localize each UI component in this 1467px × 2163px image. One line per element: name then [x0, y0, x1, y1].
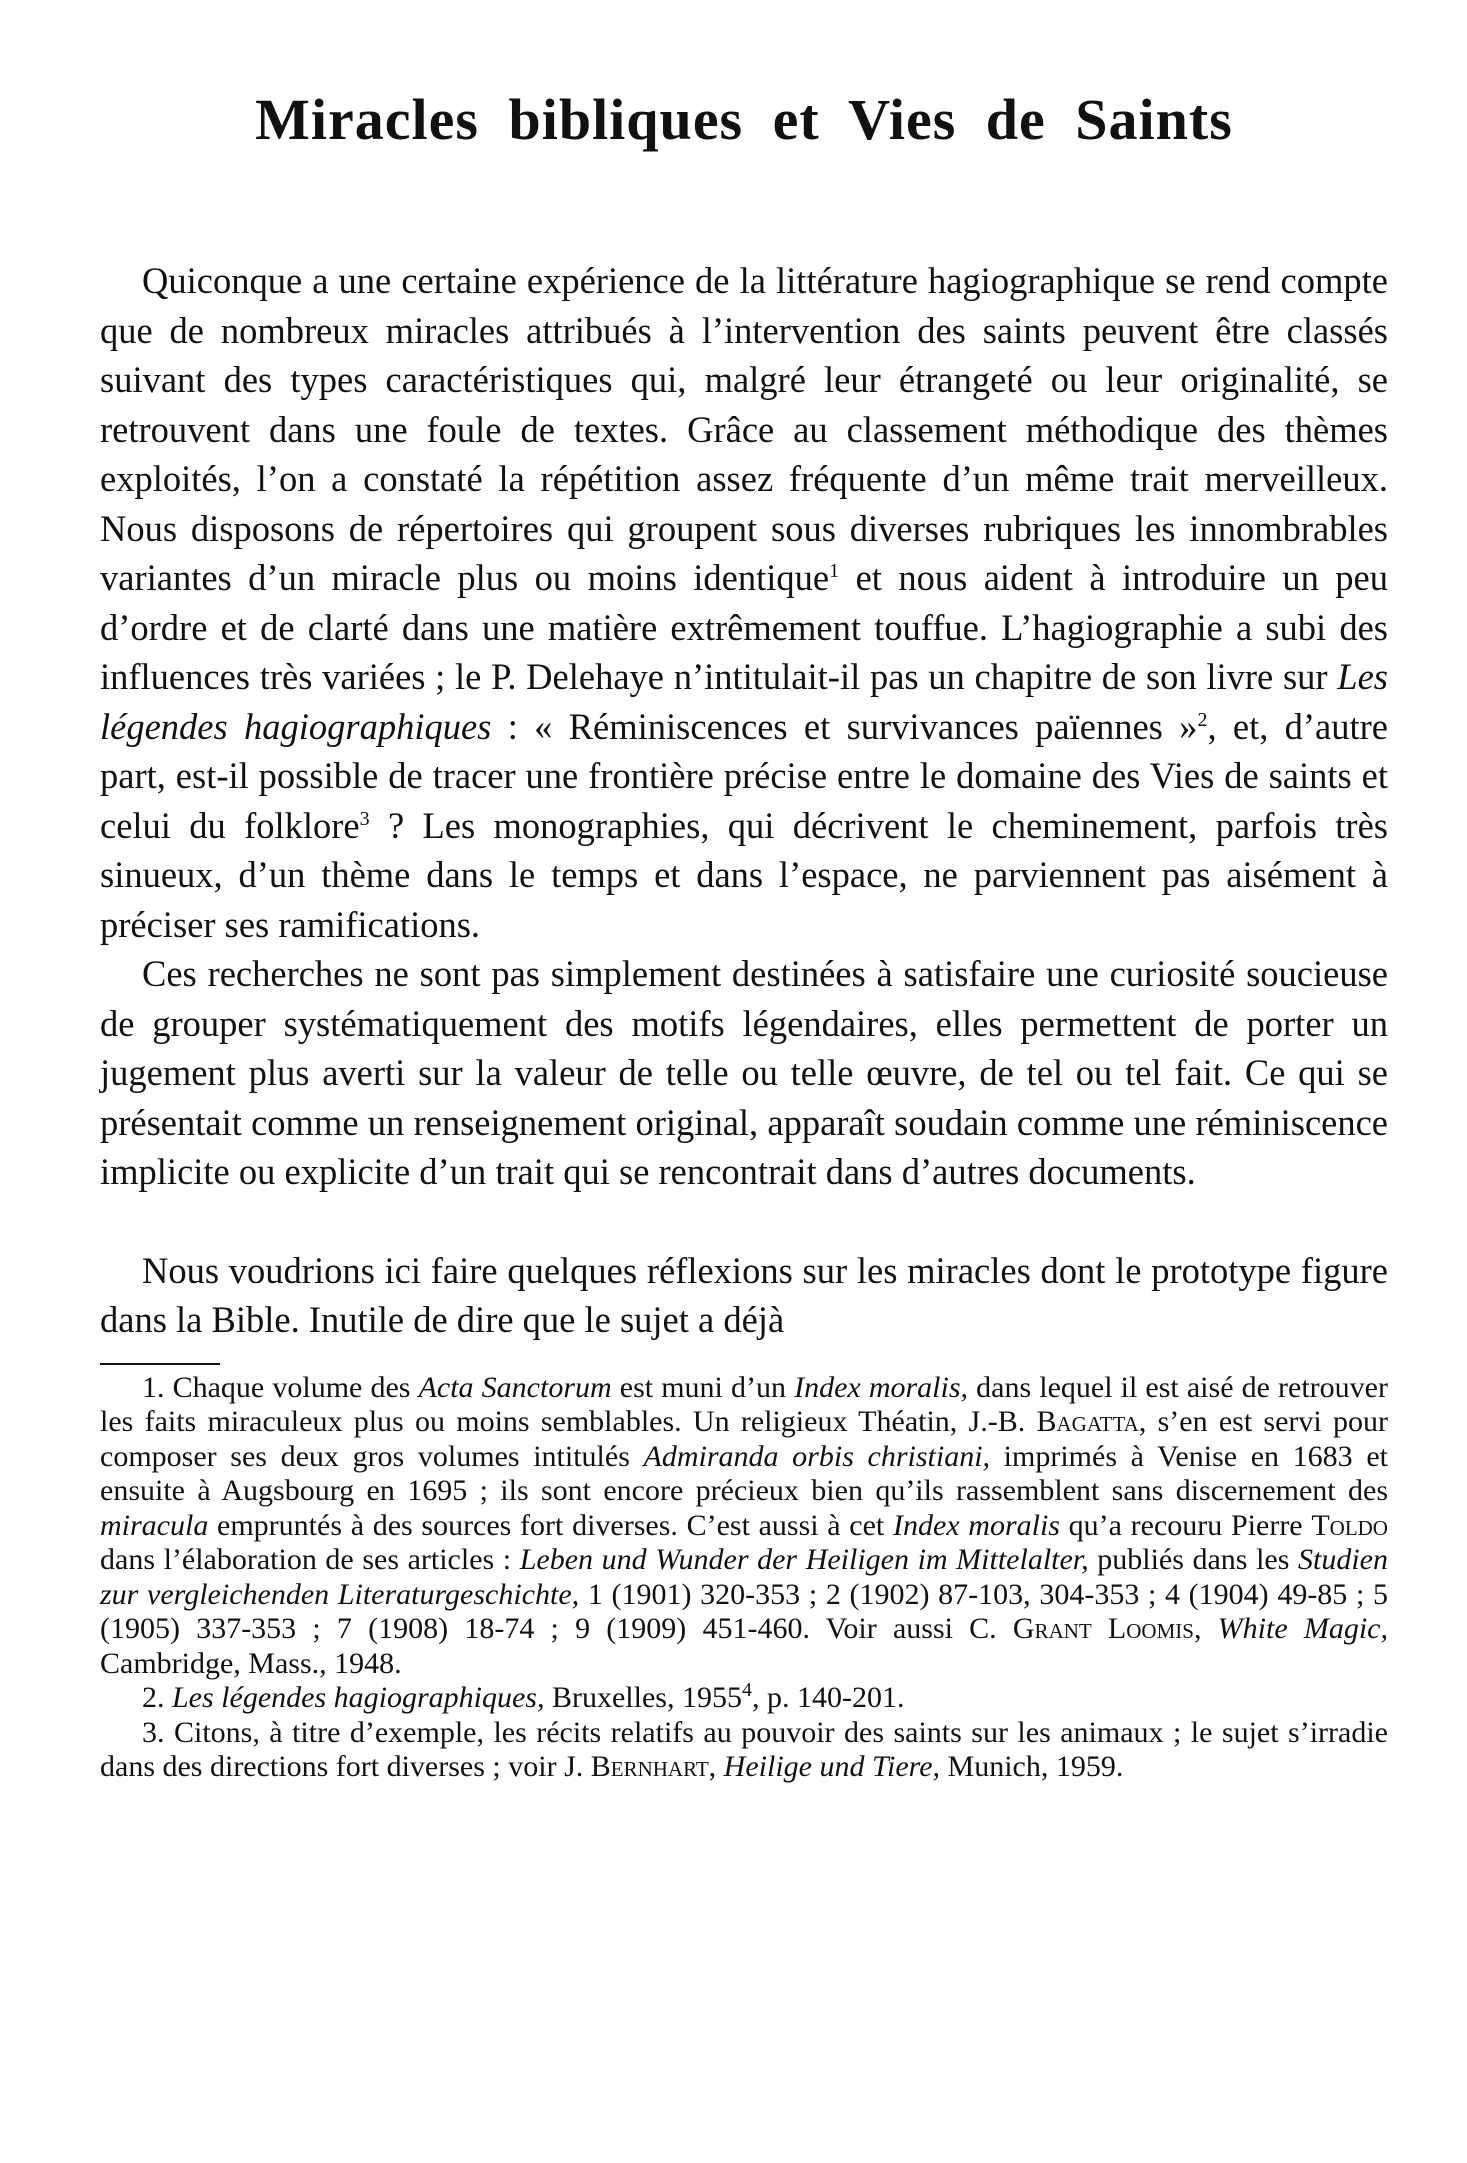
text-run: empruntés à des sources fort diverses. C’est aussi à cet — [208, 1508, 893, 1542]
page-title: Miracles bibliques et Vies de Saints — [255, 87, 1233, 152]
footnote-ref-1[interactable]: 1 — [829, 559, 840, 582]
footnote-rule — [100, 1363, 220, 1365]
paragraph-1 — [100, 256, 1388, 949]
author-name: Toldo — [1311, 1508, 1388, 1542]
text-run: , — [1193, 1612, 1218, 1645]
journal-title: Studien zur vergleichenden Literaturgeschichte, — [100, 1543, 1388, 1611]
text-run: et nous aident à introduire un peu d’ordre et de clarté dans une matière extrêmement touffue. L’hagiographie a subi des influences très variées ; le P. Delehaye n’intitulait-il pas un chapitre de son livre sur — [100, 557, 1389, 697]
text-run: 1 (1901) 320-353 ; 2 (1902) 87-103, 304-353 ; 4 (1904) 49-85 ; 5 (1905) 337-353 ; 7 (1908) 18-74 ; 9 (1909) 451-460. Voir aussi C. — [100, 1577, 1388, 1645]
author-name: Bagatta — [1036, 1405, 1139, 1438]
text-run: 2. — [142, 1681, 172, 1714]
author-name: Bernhart — [590, 1750, 709, 1783]
text-run: 3. Citons, à titre d’exemple, les récits relatifs au pouvoir des saints sur les animaux ; le sujet s’irradie dans des directions fort diverses ; voir J. — [100, 1715, 1388, 1783]
article-body — [100, 256, 1388, 1345]
text-run: , — [708, 1750, 724, 1783]
footnote-ref-2[interactable]: 2 — [1197, 708, 1208, 731]
book-title: Index moralis — [892, 1508, 1060, 1542]
book-title: Index moralis, — [794, 1370, 969, 1404]
footnote-ref-3[interactable]: 3 — [359, 807, 370, 830]
page — [100, 80, 1388, 1785]
text-run: dans lequel il est aisé de retrouver les faits miraculeux plus ou moins semblables. Un religieux Théatin, J.-B. — [100, 1370, 1388, 1438]
text-run: , s’en est servi pour composer ses deux gros volumes intitulés — [100, 1405, 1388, 1473]
book-title: Les légendes hagiographiques — [100, 656, 1388, 747]
footnote-3 — [100, 1716, 1388, 1785]
book-title: Acta Sanctorum — [418, 1370, 612, 1404]
text-run: qu’a recouru Pierre — [1059, 1508, 1312, 1542]
book-title: Les légendes hagiographiques, — [172, 1681, 545, 1714]
text-run: Cambridge, Mass., 1948. — [100, 1646, 402, 1680]
text-run: imprimés à Venise en 1683 et ensuite à Augsbourg en 1695 ; ils sont encore précieux bien qu’ils rassemblent sans discernement des — [100, 1439, 1388, 1507]
author-name: Grant Loomis — [1012, 1612, 1194, 1645]
edition-superscript: 4 — [741, 1679, 752, 1701]
text-run: ? Les monographies, qui décrivent le cheminement, parfois très sinueux, d’un thème dans le temps et dans l’espace, ne parviennent pas aisément à préciser ses ramifications. — [100, 804, 1388, 945]
text-run: : « Réminiscences et survivances païennes » — [491, 705, 1198, 747]
text-run: Bruxelles, 1955 — [544, 1681, 742, 1714]
text-run: , p. 140-201. — [751, 1681, 905, 1714]
book-title: Heilige und Tiere, — [723, 1750, 941, 1783]
paragraph-3: Nous voudrions ici faire quelques réflexions sur les miracles dont le prototype figure dans la Bible. Inutile de dire que le sujet a déjà — [100, 1249, 1388, 1340]
book-title: Admiranda orbis christiani, — [643, 1439, 991, 1473]
footnotes — [100, 1371, 1388, 1785]
latin-term: miracula — [100, 1508, 209, 1542]
text-run: Quiconque a une certaine expérience de la littérature hagiographique se rend compte que de nombreux miracles attribués à l’intervention des saints peuvent être classés suivant des types caractéristiques qui, malgré leur étrangeté ou leur originalité, se retrouvent dans une foule de textes. Grâce au classement méthodique des thèmes exploités, l’on a constaté la répétition assez fréquente d’un même trait merveilleux. Nous disposons de répertoires qui groupent sous diverses rubriques les innombrables variantes d’un miracle plus ou moins identique — [100, 260, 1388, 598]
footnote-2 — [100, 1681, 1388, 1716]
book-title: White Magic, — [1217, 1612, 1388, 1645]
text-run: publiés dans les — [1088, 1543, 1298, 1576]
text-run: dans l’élaboration de ses articles : — [100, 1543, 520, 1576]
footnote-1 — [100, 1371, 1388, 1682]
text-run: est muni d’un — [611, 1370, 795, 1404]
text-run: Munich, 1959. — [940, 1750, 1124, 1783]
book-title: Leben und Wunder der Heiligen im Mittelalter, — [519, 1543, 1089, 1576]
text-run: 1. Chaque volume des — [142, 1370, 419, 1404]
paragraph-2: Ces recherches ne sont pas simplement destinées à satisfaire une curiosité soucieuse de grouper systématiquement des motifs légendaires, elles permettent de porter un jugement plus averti sur la valeur de telle ou telle œuvre, de tel ou tel fait. Ce qui se présentait comme un renseignement original, apparaît soudain comme une réminiscence implicite ou explicite d’un trait qui se rencontrait dans d’autres documents. — [100, 953, 1388, 1192]
text-run: , et, d’autre part, est-il possible de tracer une frontière précise entre le domaine des Vies de saints et celui du folklore — [100, 705, 1388, 846]
